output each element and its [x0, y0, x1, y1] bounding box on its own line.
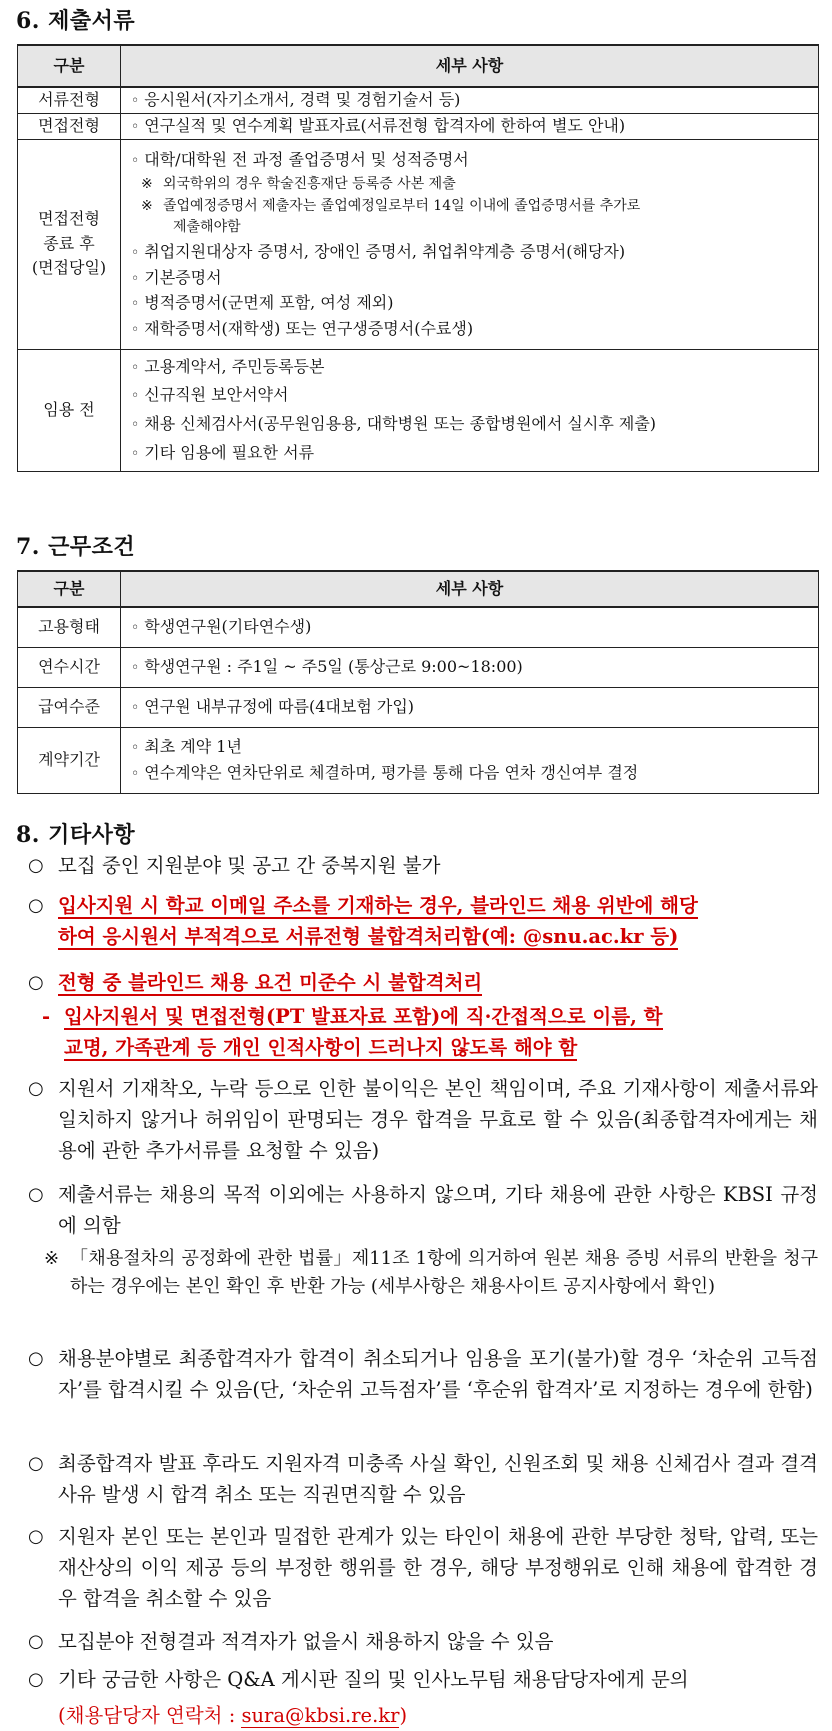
detail-line: ◦ 응시원서(자기소개서, 경력 및 경험기술서 등) — [131, 89, 812, 111]
bullet-circle: ○ — [28, 855, 44, 876]
item-text: 기타 궁금한 사항은 Q&A 게시판 질의 및 인사노무팀 채용담당자에게 문의 — [58, 1668, 689, 1691]
detail-line: ◦ 기타 임용에 필요한 서류 — [131, 439, 812, 468]
item-text: 제출서류는 채용의 목적 이외에는 사용하지 않으며, 기타 채용에 관한 사항은 KBSI 규정에 의함 — [58, 1183, 818, 1237]
detail-note — [131, 174, 812, 194]
row-detail — [121, 727, 819, 793]
row-detail — [121, 607, 819, 647]
table-row — [18, 139, 819, 349]
warning-line: 입사지원 시 학교 이메일 주소를 기재하는 경우, 블라인드 채용 위반에 해당 — [58, 894, 698, 917]
working-conditions-table — [17, 570, 819, 794]
row-category: 고용형태 — [18, 607, 121, 647]
row-category: 임용 전 — [18, 349, 121, 471]
detail-line: ◦ 연수계약은 연차단위로 체결하며, 평가를 통해 다음 연차 갱신여부 결정 — [131, 760, 812, 786]
row-detail — [121, 87, 819, 113]
row-detail — [121, 647, 819, 687]
note-mark: ※ — [44, 1248, 60, 1269]
list-item — [28, 1448, 818, 1510]
table-row — [18, 687, 819, 727]
bullet-circle: ○ — [28, 1526, 44, 1547]
bullet-circle: ○ — [28, 1348, 44, 1369]
note-text: 외국학위의 경우 학술진흥재단 등록증 사본 제출 — [163, 176, 456, 193]
header-detail: 세부 사항 — [121, 45, 819, 87]
item-text — [28, 890, 818, 952]
row-category: 서류전형 — [18, 87, 121, 113]
note-mark: ※ — [141, 176, 153, 193]
warning-line: 전형 중 블라인드 채용 요건 미준수 시 불합격처리 — [58, 971, 483, 994]
detail-line: ◦ 연구원 내부규정에 따름(4대보험 가입) — [131, 696, 812, 718]
note-text-continued: 제출해야함 — [173, 218, 241, 235]
detail-line: ◦ 신규직원 보안서약서 — [131, 381, 812, 410]
table-row — [18, 349, 819, 471]
table-row — [18, 647, 819, 687]
row-category: 면접전형 — [18, 113, 121, 139]
section-7-title: 7. 근무조건 — [16, 534, 136, 560]
row-category: 급여수준 — [18, 687, 121, 727]
row-detail — [121, 687, 819, 727]
list-item — [28, 1073, 818, 1166]
section-8-title: 8. 기타사항 — [16, 822, 136, 848]
bullet-circle: ○ — [28, 1453, 44, 1474]
list-item-note — [44, 1245, 818, 1301]
detail-line: ◦ 병적증명서(군면제 포함, 여성 제외) — [131, 290, 812, 316]
item-text: 모집 중인 지원분야 및 공고 간 중복지원 불가 — [58, 854, 441, 877]
item-text: 지원서 기재착오, 누락 등으로 인한 불이익은 본인 책임이며, 주요 기재사항이 제출서류와 일치하지 않거나 허위임이 판명되는 경우 합격을 무효로 할 수 있음(최종합격자에게는 채용에 관한 추가서류를 요청할 수 있음) — [58, 1077, 818, 1162]
detail-line: ◦ 학생연구원 : 주1일 ~ 주5일 (통상근로 9:00~18:00) — [131, 656, 812, 678]
category-line: 종료 후 — [43, 233, 95, 253]
list-item-warning-detail — [42, 1001, 818, 1063]
row-category — [18, 139, 121, 349]
item-text: 지원자 본인 또는 본인과 밀접한 관계가 있는 타인이 채용에 관한 부당한 청탁, 압력, 또는 재산상의 이익 제공 등의 부정한 행위를 한 경우, 해당 부정행위로 인해 채용에 합격한 경우 합격을 취소할 수 있음 — [58, 1525, 818, 1610]
detail-line: ◦ 기본증명서 — [131, 265, 812, 291]
note-mark: ※ — [141, 198, 153, 215]
header-category: 구분 — [18, 571, 121, 607]
item-text: 채용분야별로 최종합격자가 합격이 취소되거나 임용을 포기(불가)할 경우 ‘차순위 고득점자’를 합격시킬 수 있음(단, ‘차순위 고득점자’를 ‘후순위 합격자’로 지정하는 경우에 한함) — [58, 1347, 818, 1401]
detail-line: ◦ 최초 계약 1년 — [131, 734, 812, 760]
warning-line: 교명, 가족관계 등 개인 인적사항이 드러나지 않도록 해야 함 — [64, 1036, 578, 1059]
warning-line: 입사지원서 및 면접전형(PT 발표자료 포함)에 직·간접적으로 이름, 학 — [64, 1005, 663, 1028]
row-detail — [121, 349, 819, 471]
contact-email-link[interactable]: sura@kbsi.re.kr — [241, 1704, 400, 1727]
category-line: (면접당일) — [31, 258, 107, 278]
detail-line: ◦ 학생연구원(기타연수생) — [131, 616, 812, 638]
header-detail: 세부 사항 — [121, 571, 819, 607]
submission-documents-table — [17, 44, 819, 472]
item-text: 최종합격자 발표 후라도 지원자격 미충족 사실 확인, 신원조회 및 채용 신체검사 결과 결격사유 발생 시 합격 취소 또는 직권면직할 수 있음 — [58, 1452, 818, 1506]
list-item — [28, 1626, 818, 1657]
table-row — [18, 727, 819, 793]
table-row — [18, 113, 819, 139]
detail-line: ◦ 고용계약서, 주민등록등본 — [131, 353, 812, 382]
list-item-warning — [28, 967, 818, 998]
table-row — [18, 87, 819, 113]
contact-suffix: ) — [399, 1704, 408, 1727]
bullet-circle: ○ — [28, 1669, 44, 1690]
row-detail — [121, 139, 819, 349]
note-text: 졸업예정증명서 제출자는 졸업예정일로부터 14일 이내에 졸업증명서를 추가로 — [163, 198, 641, 215]
table-header-row — [18, 571, 819, 607]
list-item-warning — [28, 890, 818, 952]
list-item — [28, 1343, 818, 1405]
bullet-circle: ○ — [28, 1078, 44, 1099]
detail-line: ◦ 대학/대학원 전 과정 졸업증명서 및 성적증명서 — [131, 147, 812, 173]
detail-line: ◦ 재학증명서(재학생) 또는 연구생증명서(수료생) — [131, 316, 812, 342]
dash-marker: - — [42, 1005, 51, 1028]
section-6-title: 6. 제출서류 — [16, 8, 136, 34]
item-text: 모집분야 전형결과 적격자가 없을시 채용하지 않을 수 있음 — [58, 1630, 554, 1653]
row-category: 연수시간 — [18, 647, 121, 687]
contact-text — [28, 1700, 818, 1731]
list-item — [28, 1179, 818, 1241]
bullet-circle: ○ — [28, 895, 44, 916]
item-text — [42, 1001, 818, 1063]
detail-note — [131, 196, 812, 237]
detail-line: ◦ 취업지원대상자 증명서, 장애인 증명서, 취업취약계층 증명서(해당자) — [131, 239, 812, 265]
detail-line: ◦ 채용 신체검사서(공무원임용용, 대학병원 또는 종합병원에서 실시후 제출) — [131, 410, 812, 439]
bullet-circle: ○ — [28, 1631, 44, 1652]
bullet-circle: ○ — [28, 1184, 44, 1205]
contact-prefix: (채용담당자 연락처 : — [58, 1704, 242, 1727]
list-item — [28, 850, 818, 881]
list-item — [28, 1664, 818, 1695]
bullet-circle: ○ — [28, 972, 44, 993]
item-text — [28, 967, 818, 998]
table-header-row — [18, 45, 819, 87]
row-category: 계약기간 — [18, 727, 121, 793]
category-line: 면접전형 — [38, 208, 100, 228]
list-item — [28, 1521, 818, 1614]
table-row — [18, 607, 819, 647]
item-text: 「채용절차의 공정화에 관한 법률」제11조 1항에 의거하여 원본 채용 증빙 서류의 반환을 청구하는 경우에는 본인 확인 후 반환 가능 (세부사항은 채용사이트 공지사항에서 확인) — [70, 1248, 818, 1297]
contact-line — [28, 1700, 818, 1731]
row-detail — [121, 113, 819, 139]
warning-line: 하여 응시원서 부적격으로 서류전형 불합격처리함(예: @snu.ac.kr 등) — [58, 925, 679, 948]
detail-line: ◦ 연구실적 및 연수계획 발표자료(서류전형 합격자에 한하여 별도 안내) — [131, 115, 812, 137]
header-category: 구분 — [18, 45, 121, 87]
